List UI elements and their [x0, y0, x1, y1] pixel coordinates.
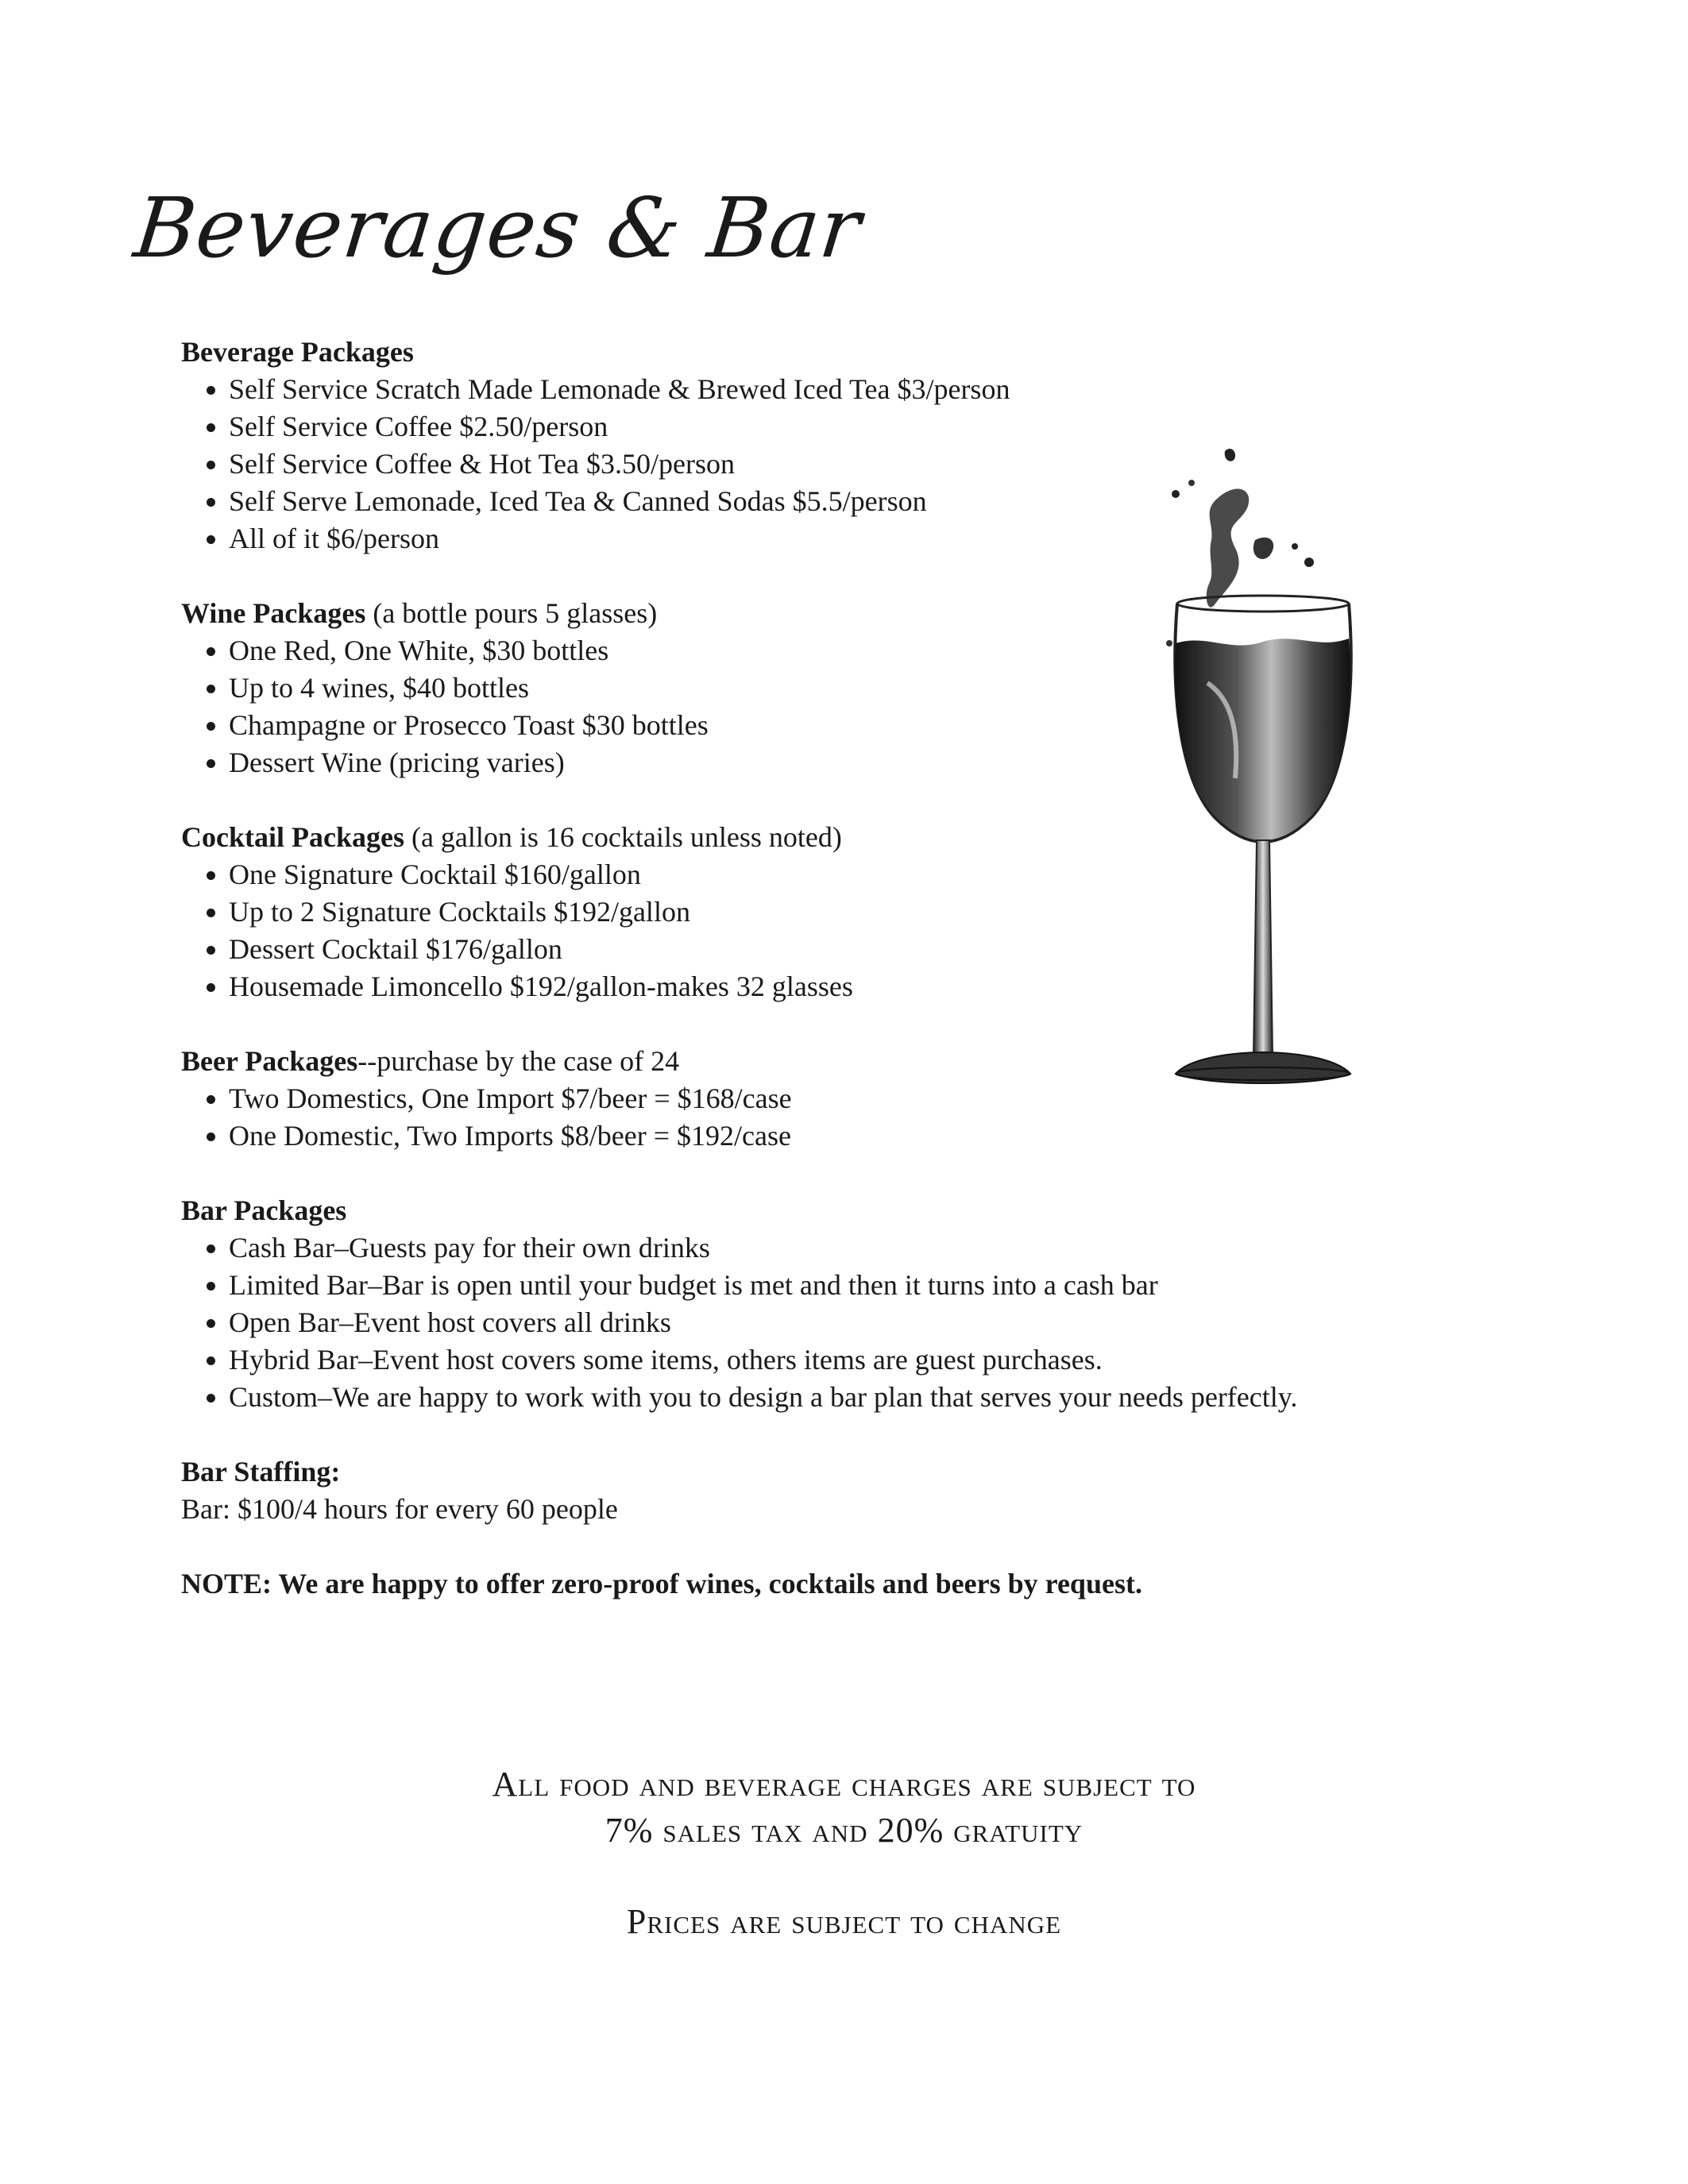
list-item: • Cash Bar–Guests pay for their own drinks	[229, 1229, 1420, 1267]
list-item: • Open Bar–Event host covers all drinks	[229, 1304, 1420, 1341]
bar-staffing-heading: Bar Staffing:	[181, 1456, 341, 1488]
list-item: • Housemade Limoncello $192/gallon-makes 32 glasses	[229, 968, 1420, 1005]
list-item: • One Signature Cocktail $160/gallon	[229, 856, 1420, 893]
beer-packages-heading: Beer Packages	[181, 1045, 358, 1077]
list-item: • One Red, One White, $30 bottles	[229, 632, 1420, 669]
wine-packages-note: (a bottle pours 5 glasses)	[365, 597, 658, 629]
list-item: • Champagne or Prosecco Toast $30 bottles	[229, 707, 1420, 744]
cocktail-packages-heading: Cocktail Packages	[181, 821, 404, 853]
bar-packages-heading: Bar Packages	[181, 1194, 347, 1226]
list-item: • Self Service Scratch Made Lemonade & Brewed Iced Tea $3/person	[229, 371, 1420, 408]
list-item: • Dessert Wine (pricing varies)	[229, 744, 1420, 781]
section-heading	[181, 1453, 1420, 1491]
bar-packages-list	[181, 1229, 1420, 1416]
page-title: Beverages & Bar	[129, 179, 866, 276]
list-item: • Dessert Cocktail $176/gallon	[229, 931, 1420, 968]
list-item: • One Domestic, Two Imports $8/beer = $192/case	[229, 1117, 1420, 1155]
wine-glass-splash-icon	[1160, 445, 1366, 1096]
list-item: • Hybrid Bar–Event host covers some items, others items are guest purchases.	[229, 1341, 1420, 1379]
section-heading	[181, 334, 1420, 371]
list-item: • Self Service Coffee & Hot Tea $3.50/person	[229, 446, 1420, 483]
tax-line-1: All food and beverage charges are subject to	[492, 1765, 1196, 1804]
section-heading	[181, 1192, 1420, 1229]
list-item: • Custom–We are happy to work with you to design a bar plan that serves your needs perfectly.	[229, 1379, 1420, 1416]
bar-staffing-text: Bar: $100/4 hours for every 60 people	[181, 1493, 618, 1525]
list-item: • Limited Bar–Bar is open until your budget is met and then it turns into a cash bar	[229, 1267, 1420, 1304]
tax-gratuity-footer	[0, 1761, 1688, 1854]
beer-packages-note: --purchase by the case of 24	[357, 1045, 680, 1077]
tax-line-2: 7% sales tax and 20% gratuity	[605, 1811, 1083, 1850]
beverage-packages-heading: Beverage Packages	[181, 336, 414, 368]
cocktail-packages-note: (a gallon is 16 cocktails unless noted)	[404, 821, 842, 853]
bar-packages-section	[181, 1192, 1420, 1416]
list-item: • Self Serve Lemonade, Iced Tea & Canned Sodas $5.5/person	[229, 483, 1420, 520]
list-item: • Two Domestics, One Import $7/beer = $168/case	[229, 1080, 1420, 1117]
wine-packages-heading: Wine Packages	[181, 597, 366, 629]
zero-proof-note: NOTE: We are happy to offer zero-proof wines, cocktails and beers by request.	[181, 1568, 1142, 1599]
bar-staffing-section	[181, 1453, 1420, 1528]
list-item: • Self Service Coffee $2.50/person	[229, 408, 1420, 446]
list-item: • Up to 4 wines, $40 bottles	[229, 669, 1420, 707]
price-change-footer: Prices are subject to change	[626, 1902, 1062, 1941]
note-section	[181, 1565, 1420, 1603]
list-item: • Up to 2 Signature Cocktails $192/gallon	[229, 893, 1420, 931]
list-item: • All of it $6/person	[229, 520, 1420, 558]
